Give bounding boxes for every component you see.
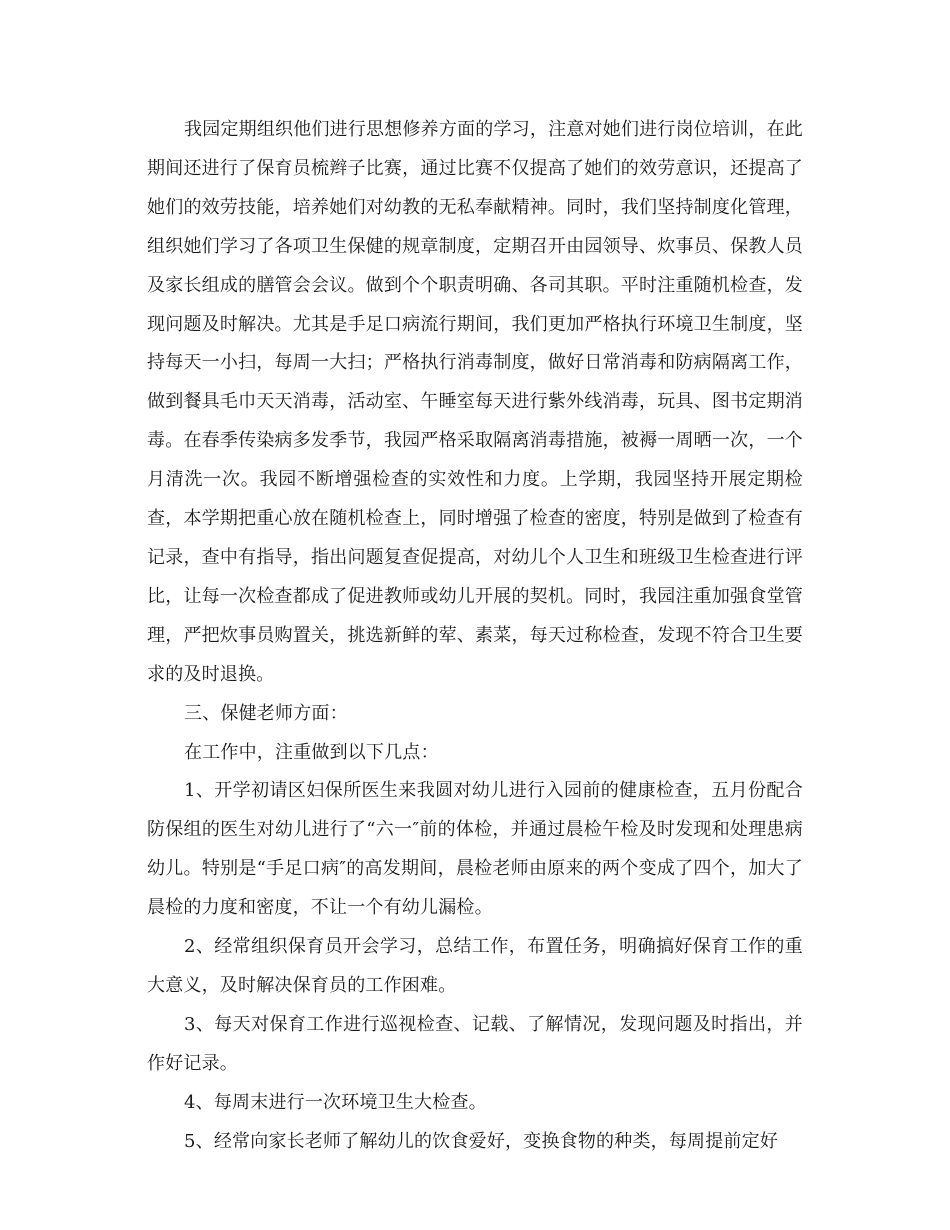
list-item-4: 4、每周末进行一次环境卫生大检查。 [184,1091,487,1113]
paragraph-work-points-intro: 在工作中，注重做到以下几点： [184,741,439,763]
paragraph-staff-training: 我园定期组织他们进行思想修养方面的学习，注意对她们进行岗位培训，在此期间还进行了保育员梳辫子比赛，通过比赛不仅提高了她们的效劳意识，还提高了她们的效劳技能，培养她们对幼教的无私奉献精神。同时，我们坚持制度化管理，组织她们学习了各项卫生保健的规章制度，定期召开由园领导、炊事员、保教人员及家长组成的膳管会会议。做到个个职责明确、各司其职。平时注重随机检查，发现问题及时解决。尤其是手足口病流行期间，我们更加严格执行环境卫生制度，坚持每天一小扫，每周一大扫；严格执行消毒制度，做好日常消毒和防病隔离工作，做到餐具毛巾天天消毒，活动室、午睡室每天进行紫外线消毒，玩具、图书定期消毒。在春季传染病多发季节，我园严格采取隔离消毒措施，被褥一周晒一次，一个月清洗一次。我园不断增强检查的实效性和力度。上学期，我园坚持开展定期检查，本学期把重心放在随机检查上，同时增强了检查的密度，特别是做到了检查有记录，查中有指导，指出问题复查促提高，对幼儿个人卫生和班级卫生检查进行评比，让每一次检查都成了促进教师或幼儿开展的契机。同时，我园注重加强食堂管理，严把炊事员购置关，挑选新鲜的荤、素菜，每天过称检查，发现不符合卫生要求的及时退换。 [147,119,803,685]
section-heading-health-teacher: 三、保健老师方面： [184,702,348,724]
list-item-3: 3、每天对保育工作进行巡视检查、记载、了解情况，发现问题及时指出，并作好记录。 [147,1013,803,1074]
list-item-2: 2、经常组织保育员开会学习，总结工作，布置任务，明确搞好保育工作的重大意义，及时解决保育员的工作困难。 [147,936,803,996]
list-item-1: 1、开学初请区妇保所医生来我圆对幼儿进行入园前的健康检查，五月份配合防保组的医生对幼儿进行了“六一″前的体检，并通过晨检午检及时发现和处理患病幼儿。特别是“手足口病″的高发期间，晨检老师由原来的两个变成了四个，加大了晨检的力度和密度，不让一个有幼儿漏检。 [147,780,803,919]
list-item-5: 5、经常向家长老师了解幼儿的饮食爱好，变换食物的种类，每周提前定好 [184,1130,779,1152]
document-body [147,111,803,1161]
